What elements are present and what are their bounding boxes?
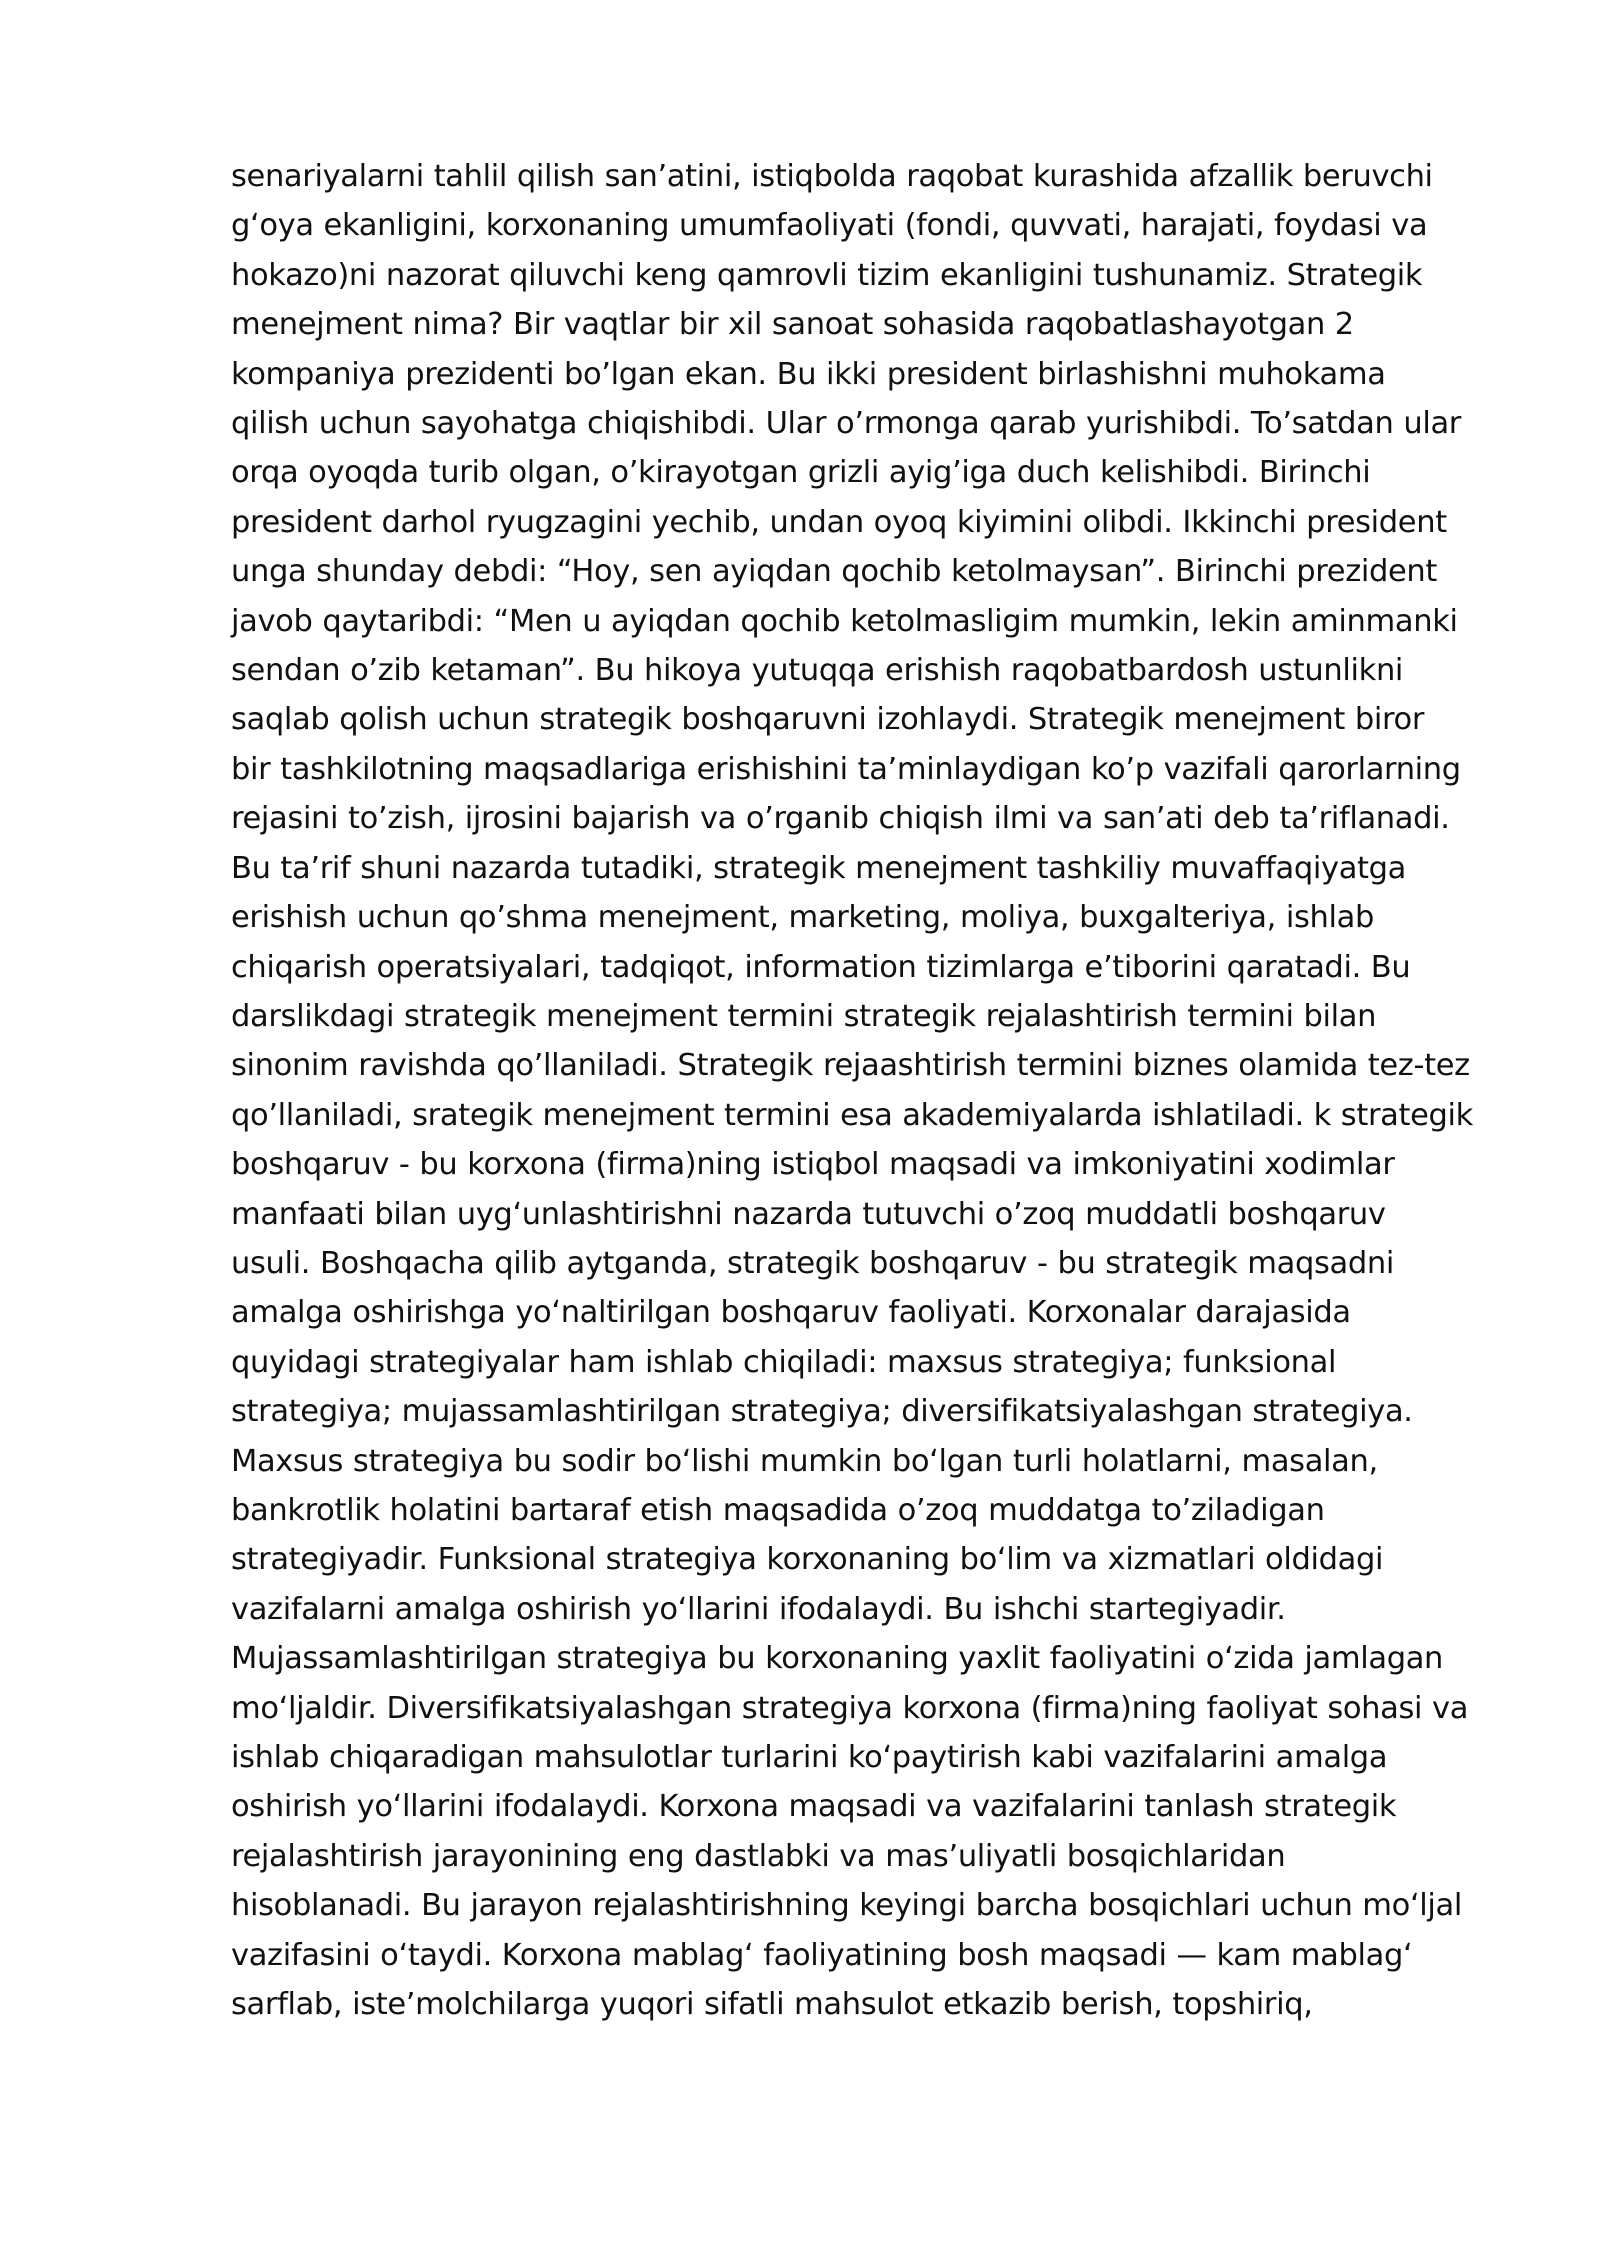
text-line: Maxsus strategiya bu sodir bo‘lishi mumkin bo‘lgan turli holatlarni, masalan, [231,1443,1378,1479]
text-line: strategiyadir. Funksional strategiya korxonaning bo‘lim va xizmatlari oldidagi [231,1542,1384,1578]
text-line: sinonim ravishda qo’llaniladi. Strategik rejaashtirish termini biznes olamida tez-tez [231,1048,1470,1084]
text-line: kompaniya prezidenti bo’lgan ekan. Bu ikki president birlashishni muhokama [231,356,1386,392]
body-text [231,152,1531,2029]
text-line: erishish uchun qo’shma menejment, marketing, moliya, buxgalteriya, ishlab [231,900,1374,936]
text-line: amalga oshirishga yo‘naltirilgan boshqaruv faoliyati. Korxonalar darajasida [231,1295,1351,1331]
text-line: bir tashkilotning maqsadlariga erishishini ta’minlaydigan ko’p vazifali qarorlarning [231,751,1461,787]
text-line: hisoblanadi. Bu jarayon rejalashtirishning keyingi barcha bosqichlari uchun mo‘ljal [231,1888,1463,1924]
text-line: hokazo)ni nazorat qiluvchi keng qamrovli tizim ekanligini tushunamiz. Strategik [231,257,1423,293]
text-line: menejment nima? Bir vaqtlar bir xil sanoat sohasida raqobatlashayotgan 2 [231,307,1354,343]
text-line: rejasini to’zish, ijrosini bajarish va o’rganib chiqish ilmi va san’ati deb ta’riflanadi. [231,801,1450,837]
text-line: chiqarish operatsiyalari, tadqiqot, information tizimlarga e’tiborini qaratadi. Bu [231,949,1411,985]
text-line: ishlab chiqaradigan mahsulotlar turlarini ko‘paytirish kabi vazifalarini amalga [231,1740,1388,1775]
text-line: javob qaytaribdi: “Men u ayiqdan qochib ketolmasligim mumkin, lekin aminmanki [231,603,1458,639]
text-line: g‘oya ekanligini, korxonaning umumfaoliyati (fondi, quvvati, harajati, foydasi va [231,208,1428,244]
text-line: usuli. Boshqacha qilib aytganda, strategik boshqaruv - bu strategik maqsadni [231,1245,1394,1281]
text-line: orqa oyoqda turib olgan, o’kirayotgan grizli ayig’iga duch kelishibdi. Birinchi [231,455,1371,491]
text-line: darslikdagi strategik menejment termini strategik rejalashtirish termini bilan [231,998,1377,1034]
text-line: sarflab, iste’molchilarga yuqori sifatli mahsulot etkazib berish, topshiriq, [231,1987,1313,2023]
text-line: qo’llaniladi, srategik menejment termini esa akademiyalarda ishlatiladi. k strategik [231,1097,1473,1133]
text-line: Bu ta’rif shuni nazarda tutadiki, strategik menejment tashkiliy muvaffaqiyatga [231,850,1406,886]
text-line: qilish uchun sayohatga chiqishibdi. Ular o’rmonga qarab yurishibdi. To’satdan ular [231,406,1461,442]
text-line: senariyalarni tahlil qilish san’atini, istiqbolda raqobat kurashida afzallik beruvchi [231,159,1433,194]
text-line: strategiya; mujassamlashtirilgan strategiya; diversifikatsiyalashgan strategiya. [231,1394,1413,1430]
text-line: boshqaruv - bu korxona (firma)ning istiqbol maqsadi va imkoniyatini xodimlar [231,1147,1395,1183]
text-line: manfaati bilan uyg‘unlashtirishni nazarda tutuvchi o’zoq muddatli boshqaruv [231,1196,1386,1232]
text-line: oshirish yo‘llarini ifodalaydi. Korxona maqsadi va vazifalarini tanlash strategik [231,1789,1397,1825]
text-line: Mujassamlashtirilgan strategiya bu korxonaning yaxlit faoliyatini o‘zida jamlagan [231,1641,1444,1677]
text-line: bankrotlik holatini bartaraf etish maqsadida o’zoq muddatga to’ziladigan [231,1492,1325,1528]
text-line: unga shunday debdi: “Hoy, sen ayiqdan qochib ketolmaysan”. Birinchi prezident [231,554,1438,590]
text-line: president darhol ryugzagini yechib, undan oyoq kiyimini olibdi. Ikkinchi president [231,504,1447,540]
text-line: vazifasini o‘taydi. Korxona mablag‘ faoliyatining bosh maqsadi — kam mablag‘ [231,1937,1413,1973]
text-line: sendan o’zib ketaman”. Bu hikoya yutuqqa erishish raqobatbardosh ustunlikni [231,653,1404,689]
text-line: saqlab qolish uchun strategik boshqaruvni izohlaydi. Strategik menejment biror [231,702,1425,738]
text-line: vazifalarni amalga oshirish yo‘llarini ifodalaydi. Bu ishchi startegiyadir. [231,1591,1286,1627]
text-line: rejalashtirish jarayonining eng dastlabki va mas’uliyatli bosqichlaridan [231,1838,1286,1874]
text-line: quyidagi strategiyalar ham ishlab chiqiladi: maxsus strategiya; funksional [231,1344,1337,1380]
text-line: mo‘ljaldir. Diversifikatsiyalashgan strategiya korxona (firma)ning faoliyat sohasi va [231,1690,1469,1726]
